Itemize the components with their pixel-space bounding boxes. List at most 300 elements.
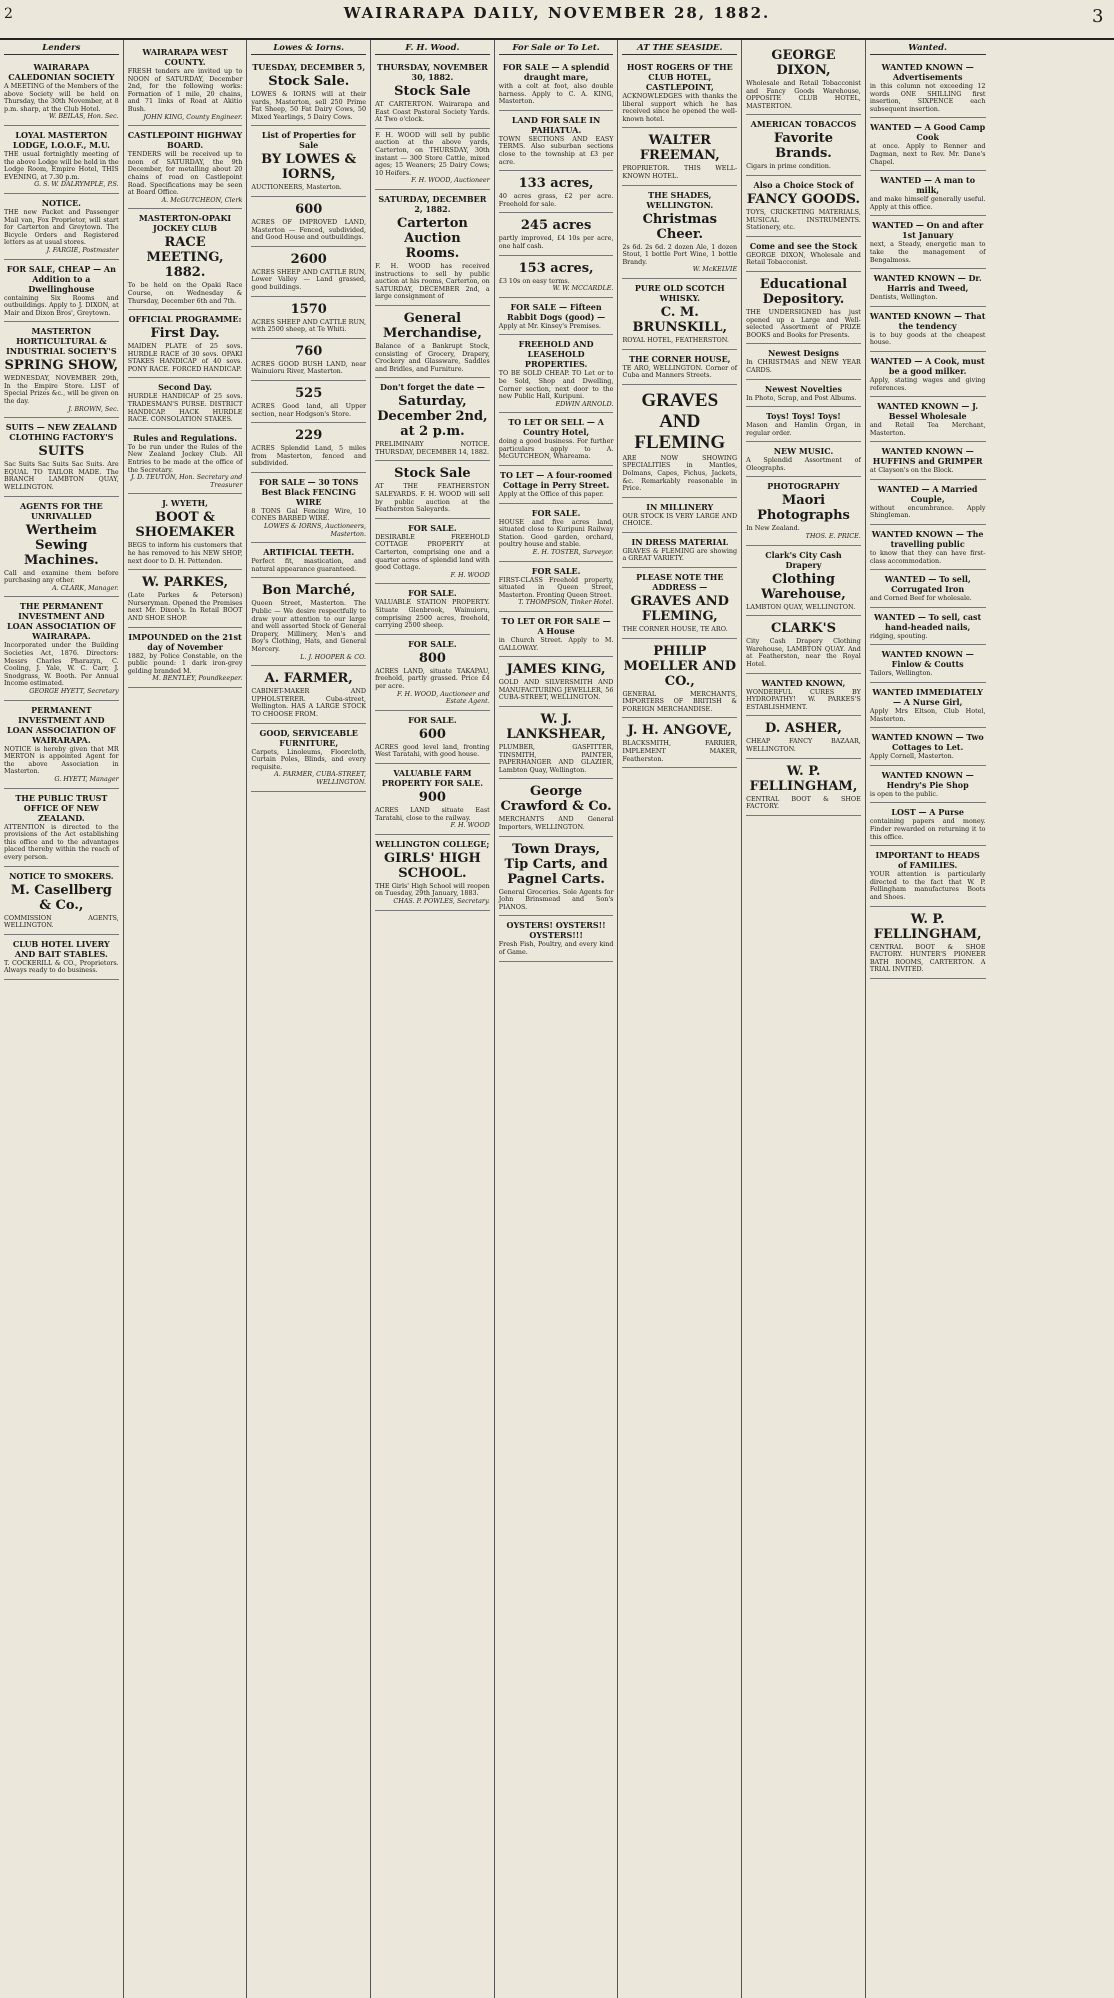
ad-heading: MASTERTON HORTICULTURAL & INDUSTRIAL SOCIETY'S: [6, 326, 117, 357]
ad-heading: TO LET — A four-roomed Cottage in Perry Street.: [500, 470, 613, 491]
ad-heading: PERMANENT INVESTMENT AND LOAN ASSOCIATION OF WAIRARAPA.: [6, 704, 116, 745]
advertisement: [499, 837, 614, 917]
ad-body: COMMISSION AGENTS, WELLINGTON.: [4, 913, 119, 930]
ad-heading: WAIRARAPA WEST COUNTY.: [142, 47, 228, 67]
advertisement: [375, 190, 490, 306]
ad-body: THE CORNER HOUSE, TE ARO.: [622, 625, 728, 634]
ad-title: GRAVES AND FLEMING,: [630, 594, 729, 625]
advertisement: [746, 43, 861, 115]
ad-body: Cigars in prime condition.: [746, 162, 831, 171]
ad-body: Balance of a Bankrupt Stock, consisting of Grocery, Drapery, Crockery and Glassware, Saddles and Bridles, and Furniture.: [375, 341, 490, 373]
advertisement: [375, 635, 490, 711]
advertisement: [746, 407, 861, 442]
advertisement: [251, 197, 366, 247]
ad-body: ACRES LAND situate East Taratahi, close to the railway.: [375, 805, 490, 822]
ad-heading: THE PERMANENT INVESTMENT AND LOAN ASSOCIATION OF WAIRARAPA.: [6, 601, 116, 642]
ad-heading: PHOTOGRAPHY: [767, 481, 840, 492]
ad-body: ACRES good level land, fronting West Taratahi, with good house.: [375, 742, 490, 759]
advertisement: [746, 176, 861, 237]
advertisement: [375, 711, 490, 764]
ad-body: PROPRIETOR. THIS WELL-KNOWN HOTEL.: [622, 164, 738, 180]
newspaper-column: [124, 40, 248, 1998]
ad-heading: SATURDAY, DECEMBER 2, 1882.: [378, 193, 487, 214]
ad-title: 900: [418, 789, 446, 805]
column-header: AT THE SEASIDE.: [622, 43, 737, 55]
ad-title: BOOT & SHOEMAKER: [135, 510, 235, 541]
page-number-left: 2: [4, 6, 14, 22]
advertisement: [746, 477, 861, 545]
ad-body: BLACKSMITH, FARRIER, IMPLEMENT MAKER, Featherston.: [622, 739, 738, 763]
ad-heading: CLUB HOTEL LIVERY AND BAIT STABLES.: [12, 938, 110, 959]
ad-heading: WANTED KNOWN — J. Bessel Wholesale: [877, 401, 979, 422]
ad-heading: Newest Designs: [768, 348, 839, 359]
ad-heading: FOR SALE.: [408, 522, 457, 533]
advertisement: [870, 352, 986, 397]
ad-body: PLUMBER, GASFITTER, TINSMITH, PAINTER, PAPERHANGER AND GLAZIER, Lambton Quay, Wellington.: [498, 742, 614, 774]
ad-signature: THOS. E. PRICE.: [805, 532, 861, 541]
ad-title: GEORGE DIXON,: [771, 48, 836, 78]
ad-heading: AMERICAN TOBACCOS: [750, 119, 857, 130]
ad-heading: OFFICIAL PROGRAMME:: [128, 314, 242, 325]
advertisement: [4, 497, 119, 598]
ad-heading: Come and see the Stock: [749, 240, 858, 251]
ad-heading: WANTED — On and after 1st January: [872, 220, 984, 241]
ad-body: In New Zealand.: [746, 524, 800, 533]
ad-title: BY LOWES & IORNS,: [261, 152, 357, 183]
ad-body: Mason and Hamlin Organ, in regular order.: [746, 421, 861, 437]
newspaper-column: [742, 40, 866, 1998]
advertisement: [746, 759, 861, 816]
ad-title: JAMES KING,: [506, 662, 606, 678]
advertisement: [251, 297, 366, 339]
ad-heading: VALUABLE FARM PROPERTY FOR SALE.: [381, 767, 484, 788]
ad-heading: PURE OLD SCOTCH WHISKY.: [634, 282, 725, 303]
ad-body: with a colt at foot, also double harness. Apply to C. A. KING, Masterton.: [498, 82, 614, 106]
advertisement: [499, 256, 614, 298]
ad-heading: FOR SALE.: [408, 714, 457, 725]
ad-title: W. P. FELLINGHAM,: [749, 763, 858, 794]
advertisement: [746, 380, 861, 408]
ad-heading: Newest Novelties: [764, 383, 843, 394]
ad-body: Apply Cornell, Masterton.: [869, 752, 954, 761]
ad-title: SUITS: [38, 444, 85, 460]
ad-body: ACKNOWLEDGES with thanks the liberal support which he has received since he opened the well-known hotel.: [622, 92, 738, 123]
advertisement: [375, 584, 490, 634]
advertisement: [251, 381, 366, 423]
ad-signature: CHAS. P. POWLES, Secretary.: [393, 896, 490, 905]
advertisement: [499, 466, 614, 504]
ad-body: Incorporated under the Building Societies Act, 1876. Directors: Messrs Charles Pharazyn, C. Cooling, J. Yale, W. C. Carr, J. Snodgrass, W. Booth. Per Annual Income estimated.: [4, 641, 119, 688]
ad-heading: WANTED KNOWN — Hendry's Pie Shop: [881, 769, 974, 790]
ad-title: First Day.: [150, 326, 220, 342]
ad-body: WONDERFUL CURES BY HYDROPATHY! W. PARKES'S ESTABLISHMENT.: [746, 687, 861, 711]
ad-heading: SUITS — NEW ZEALAND CLOTHING FACTORY'S: [5, 422, 117, 443]
ad-body: ROYAL HOTEL, FEATHERSTON.: [622, 335, 729, 344]
advertisement: [622, 533, 737, 568]
ad-title: PHILIP MOELLER AND CO.,: [623, 643, 736, 689]
ad-body: Tailors, Wellington.: [869, 669, 933, 678]
ad-heading: NEW MUSIC.: [773, 446, 834, 457]
ad-heading: WANTED — A Good Camp Cook: [870, 122, 986, 143]
ad-heading: HOST ROGERS OF THE CLUB HOTEL, CASTLEPOINT,: [626, 62, 733, 92]
ad-body: City Cash Drapery Clothing Warehouse, LAMBTON QUAY. And at Featherston, near the Royal Hotel.: [746, 637, 861, 669]
column-header: Wanted.: [870, 43, 986, 55]
advertisement: [4, 260, 119, 323]
ad-body: in Church Street. Apply to M. GALLOWAY.: [498, 636, 614, 652]
ad-title: 600: [295, 201, 323, 217]
advertisement: [128, 628, 243, 688]
ad-body: CHEAP FANCY BAZAAR, WELLINGTON.: [746, 737, 861, 753]
advertisement: [870, 608, 986, 646]
advertisement: [375, 461, 490, 518]
newspaper-column: [371, 40, 495, 1998]
ad-body: 40 acres grass, £2 per acre. Freehold for sale.: [498, 192, 614, 208]
advertisement: [499, 111, 614, 171]
ad-title: W. PARKES,: [142, 575, 229, 591]
advertisement: [870, 846, 986, 906]
advertisement: [870, 216, 986, 269]
ad-title: 245 acres: [520, 218, 592, 234]
ad-title: Christmas Cheer.: [642, 211, 717, 242]
advertisement: [870, 645, 986, 683]
advertisement: [499, 612, 614, 657]
ad-body: General Groceries. Sole Agents for John Brinsmead and Son's PIANOS.: [498, 887, 614, 911]
advertisement: [4, 126, 119, 194]
ad-body: ACRES Splendid Land, 5 miles from Masterton, fenced and subdivided.: [251, 444, 367, 468]
ad-heading: PLEASE NOTE THE ADDRESS —: [636, 572, 724, 593]
advertisement: [870, 525, 986, 570]
ad-body: at Clayson's on the Block.: [869, 466, 954, 475]
ad-body: CENTRAL BOOT & SHOE FACTORY.: [746, 794, 861, 811]
ad-signature: T. THOMPSON, Tinker Hotel.: [518, 598, 614, 607]
ad-heading: WANTED KNOWN — HUFFINS and GRIMPER: [872, 446, 983, 467]
ad-signature: G. HYETT, Manager: [54, 774, 119, 783]
ad-title: GIRLS' HIGH SCHOOL.: [384, 850, 481, 881]
ad-body: ACRES SHEEP AND CATTLE RUN, with 2500 sheep, at Te Whiti.: [251, 317, 367, 334]
ad-signature: W. BEILAS, Hon. Sec.: [48, 112, 119, 121]
ad-heading: IMPORTANT to HEADS of FAMILIES.: [875, 850, 980, 871]
ad-title: Favorite Brands.: [773, 131, 834, 162]
advertisement: [375, 519, 490, 585]
ad-heading: WANTED — A Married Couple,: [877, 483, 978, 504]
ad-heading: FOR SALE — Fifteen Rabbit Dogs (good) —: [507, 301, 606, 322]
advertisement: [128, 378, 243, 428]
ad-body: and make himself generally useful. Apply at this office.: [869, 195, 986, 211]
ad-body: is to buy goods at the cheapest house.: [869, 330, 986, 347]
ad-signature: A. FARMER, CUBA-STREET, WELLINGTON.: [274, 770, 367, 786]
advertisement: [4, 418, 119, 496]
advertisement: [746, 616, 861, 673]
ad-heading: J. WYETH,: [162, 498, 208, 509]
ad-body: Dentists, Wellington.: [869, 293, 938, 302]
ad-body: Carpets, Linoleums, Floorcloth, Curtain Poles, Blinds, and every requisite.: [251, 747, 367, 771]
advertisement: [870, 570, 986, 608]
ad-heading: Second Day.: [158, 382, 212, 393]
ad-title: Clothing Warehouse,: [761, 571, 846, 602]
advertisement: [746, 115, 861, 176]
column-header: Lenders: [4, 43, 119, 55]
ad-heading: TUESDAY, DECEMBER 5,: [252, 62, 366, 72]
advertisement: [870, 803, 986, 846]
ad-body: T. COCKERILL & CO., Proprietors. Always ready to do business.: [4, 958, 119, 975]
advertisement: [499, 916, 614, 961]
ad-heading: Toys! Toys! Toys!: [766, 411, 841, 422]
ad-body: in this column not exceeding 12 words ONE SHILLING first insertion, SIXPENCE each subsequent insertion.: [869, 82, 986, 113]
ad-body: (Late Parkes & Peterson) Nurseryman. Opened the Premises next Mr. Dixon's. In Retail BOOT AND SHOE SHOP.: [127, 591, 243, 622]
advertisement: [622, 350, 737, 385]
ad-body: TENDERS will be received up to noon of SATURDAY, the 9th December, for metalling about 20 chains of road on Castlepoint Road. Specifications may be seen at Board Office.: [127, 150, 243, 197]
ad-body: MAIDEN PLATE of 25 sovs. HURDLE RACE of 30 sovs. OPAKI STAKES HANDICAP of 40 sovs. PONY RACE. FORCED HANDICAP.: [127, 342, 243, 373]
advertisement: [251, 423, 366, 473]
ad-body: FRESH tenders are invited up to NOON of SATURDAY, December 2nd, for the following works: Formation of 1 mile, 20 chains, and 71 links of Road at Akitio Bush.: [127, 67, 243, 113]
masthead: [0, 0, 1114, 40]
advertisement: [251, 247, 366, 297]
ad-heading: List of Properties for Sale: [261, 130, 356, 151]
ad-heading: WANTED — To sell, cast hand-headed nails,: [874, 611, 982, 632]
advertisement: [499, 298, 614, 336]
advertisement: [4, 867, 119, 935]
ad-body: £3 10s on easy terms.: [498, 276, 570, 285]
ad-body: ACRES GOOD BUSH LAND, near Wainuioru River, Masterton.: [251, 359, 367, 376]
advertisement: [4, 58, 119, 126]
ad-title: Stock Sale.: [268, 74, 350, 89]
ad-signature: E. H. TOSTER, Surveyor.: [532, 548, 614, 557]
advertisement: [870, 397, 986, 442]
ad-signature: A. McGUTCHEON, Clerk: [161, 195, 243, 204]
ad-heading: CASTLEPOINT HIGHWAY BOARD.: [127, 130, 243, 151]
advertisement: [622, 385, 737, 498]
advertisement: [870, 907, 986, 979]
ad-body: FIRST-CLASS Freehold property, situated in Queen Street, Masterton. Fronting Queen Street.: [498, 575, 614, 599]
advertisement: [622, 498, 737, 533]
ad-title: J. H. ANGOVE,: [627, 723, 732, 739]
advertisement: [746, 442, 861, 477]
ad-title: 133 acres,: [518, 176, 594, 192]
ad-body: TOYS, CRICKETING MATERIALS, MUSICAL INSTRUMENTS. Stationery, etc.: [746, 207, 861, 232]
ad-heading: THURSDAY, NOVEMBER 30, 1882.: [377, 62, 488, 82]
advertisement: [4, 322, 119, 418]
advertisement: [746, 716, 861, 758]
advertisement: [622, 186, 737, 279]
ad-heading: LOYAL MASTERTON LODGE, I.O.O.F., M.U.: [12, 129, 110, 150]
ad-heading: FOR SALE — A splendid draught mare,: [502, 62, 610, 82]
advertisement: [128, 126, 243, 209]
ad-heading: WANTED KNOWN — Dr. Harris and Tweed,: [873, 273, 982, 294]
ad-title: 1570: [290, 301, 327, 317]
ad-body: DESIRABLE FREEHOLD COTTAGE PROPERTY at Carterton, comprising one and a quarter acres of splendid land with good Cottage.: [375, 532, 490, 572]
ad-body: THE UNDERSIGNED has just opened up a Large and Well-selected Assortment of PRIZE BOOKS and Books for Presents.: [746, 307, 861, 339]
advertisement: [128, 494, 243, 570]
newspaper-column: [0, 40, 124, 1998]
ad-signature: F. H. WOOD, Auctioneer: [411, 176, 490, 185]
ad-signature: F. H. WOOD, Auctioneer and Estate Agent.: [397, 689, 490, 706]
ad-heading: IMPOUNDED on the 21st day of November: [128, 631, 242, 652]
ad-body: A MEETING of the Members of the above Society will be held on Thursday, the 30th November, at 8 p.m. sharp, at the Club Hotel.: [4, 82, 119, 113]
ad-title: C. M. BRUNSKILL,: [632, 304, 728, 335]
ad-title: General Merchandise,: [382, 310, 482, 341]
ad-body: THE usual fortnightly meeting of the above Lodge will be held in the Lodge Room, Empire Hotel, THIS EVENING, at 7.30 p.m.: [4, 149, 119, 181]
advertisement: [499, 504, 614, 562]
ad-signature: F. H. WOOD: [450, 821, 490, 830]
ad-heading: WANTED KNOWN,: [761, 677, 846, 688]
advertisement: [375, 306, 490, 378]
advertisement: [4, 935, 119, 980]
ad-body: PRELIMINARY NOTICE. THURSDAY, DECEMBER 14, 1882.: [375, 440, 490, 456]
column-header: F. H. Wood.: [375, 43, 490, 55]
ad-body: 1882, by Police Constable, on the public pound: 1 dark iron-grey gelding branded M.: [127, 651, 243, 675]
ad-body: Fresh Fish, Poultry, and every kind of Game.: [498, 940, 614, 956]
advertisement: [128, 209, 243, 310]
ad-body: Wholesale and Retail Tobacconist and Fancy Goods Warehouse, OPPOSITE CLUB HOTEL, MASTERTON.: [746, 79, 861, 110]
ad-heading: IN DRESS MATERIAL: [631, 536, 729, 547]
ad-body: OUR STOCK IS VERY LARGE AND CHOICE.: [622, 511, 738, 528]
ad-heading: NOTICE TO SMOKERS.: [9, 870, 114, 881]
advertisement: [746, 272, 861, 344]
advertisement: [622, 568, 737, 639]
ad-title: Town Drays, Tip Carts, and Pagnel Carts.: [504, 841, 608, 887]
ad-body: HURDLE HANDICAP of 25 sovs. TRADESMAN'S PURSE. DISTRICT HANDICAP. HACK HURDLE RACE. CONSOLATION STAKES.: [127, 392, 243, 424]
ad-body: 8 TONS Gal Fencing Wire, 10 CONES BARBED WIRE.: [251, 506, 367, 523]
ad-title: D. ASHER,: [765, 721, 842, 737]
ad-body: TE ARO, WELLINGTON. Corner of Cuba and Manners Streets.: [622, 363, 738, 380]
ad-heading: MASTERTON-OPAKI JOCKEY CLUB: [138, 213, 232, 234]
ad-body: partly improved, £4 10s per acre, one half cash.: [498, 234, 614, 250]
newspaper-column: [247, 40, 371, 1998]
ad-heading: FOR SALE.: [408, 638, 457, 649]
ad-heading: NOTICE.: [41, 197, 81, 208]
advertisement: [870, 307, 986, 352]
ad-title: CLARK'S: [770, 621, 836, 637]
ad-title: Bon Marché,: [261, 583, 356, 599]
ad-body: VALUABLE STATION PROPERTY. Situate Glenbrook, Wainuioru, comprising 2500 acres, freehold, carrying 2500 sheep.: [375, 598, 490, 630]
ad-body: ACRES SHEEP AND CATTLE RUN, Lower Valley — Land grassed, good buildings.: [251, 267, 367, 291]
advertisement: [622, 279, 737, 350]
ad-body: ACRES LAND, situate TAKAPAU, freehold, partly grassed. Price £4 per acre.: [375, 666, 490, 690]
ad-body: To be held on the Opaki Race Course, on Wednesday & Thursday, December 6th and 7th.: [127, 281, 243, 305]
advertisement: [870, 766, 986, 804]
advertisement: [128, 310, 243, 378]
ad-body: HOUSE and five acres land, situated close to Kuripuni Railway Station. Good garden, orchard, poultry house and stable.: [498, 517, 614, 549]
ad-signature: LOWES & IORNS, Auctioneers, Masterton.: [264, 522, 367, 538]
ad-title: SPRING SHOW,: [4, 358, 119, 374]
ad-heading: Also a Choice Stock of: [753, 179, 854, 190]
ad-heading: WANTED — A Cook, must be a good milker.: [870, 355, 985, 376]
ad-heading: THE PUBLIC TRUST OFFICE OF NEW ZEALAND.: [15, 792, 108, 823]
ad-signature: J. FARGIE, Postmaster: [46, 245, 119, 254]
ad-heading: LOST — A Purse: [891, 807, 964, 818]
advertisement: [499, 707, 614, 779]
ad-signature: W. McKELVIE: [692, 265, 738, 274]
ad-signature: L. J. HOOPER & CO.: [300, 652, 367, 661]
ad-heading: IN MILLINERY: [646, 501, 714, 512]
ad-title: Stock Sale: [394, 84, 471, 99]
advertisement: [870, 58, 986, 118]
newspaper-column: [618, 40, 742, 1998]
ad-title: A. FARMER,: [264, 671, 353, 687]
ad-body: AT THE FEATHERSTON SALEYARDS. F. H. WOOD will sell by public auction at the Featherston Saleyards.: [375, 482, 490, 514]
newspaper-column: [495, 40, 619, 1998]
page-number-right: 3: [1092, 6, 1104, 27]
advertisement: [251, 543, 366, 578]
ad-title: 760: [295, 343, 323, 359]
ad-heading: TO LET OR FOR SALE — A House: [501, 616, 611, 636]
ad-body: is open to the public.: [869, 789, 938, 798]
advertisement: [251, 339, 366, 381]
column-header: Lowes & Iorns.: [251, 43, 366, 55]
ad-body: to know that they can have first-class accommodation.: [869, 549, 986, 565]
ad-signature: M. BENTLEY, Poundkeeper.: [152, 674, 243, 683]
ad-heading: FOR SALE.: [531, 507, 581, 518]
advertisement: [375, 835, 490, 911]
advertisement: [251, 58, 366, 126]
ad-heading: WANTED KNOWN — Finlow & Coutts: [881, 649, 974, 670]
advertisement: [870, 269, 986, 307]
ad-title: W. P. FELLINGHAM,: [873, 911, 982, 942]
ad-body: next, a Steady, energetic man to take the management of Bengalmoss.: [869, 240, 986, 264]
advertisement: [375, 58, 490, 129]
advertisement: [499, 171, 614, 213]
ad-title: Maori Photographs: [757, 493, 850, 524]
advertisement: [4, 701, 119, 789]
advertisement: [746, 546, 861, 617]
ad-heading: TO LET OR SELL — A Country Hotel,: [508, 417, 604, 438]
ad-body: Queen Street, Masterton. The Public — We desire respectfully to draw your attention to our large and well assorted Stock of General Drapery, Millinery, Men's and Boy's Clothing, Hats, and General Mercery.: [251, 599, 367, 653]
ad-title: Saturday, December 2nd, at 2 p.m.: [377, 394, 488, 440]
ad-signature: JOHN KING, County Engineer.: [143, 112, 243, 121]
ad-heading: LAND FOR SALE IN PAHIATUA.: [511, 114, 601, 135]
advertisement: [251, 666, 366, 723]
ad-body: ACRES OF IMPROVED LAND, Masterton — Fenced, subdivided, and Good House and outbuildings.: [251, 217, 367, 242]
ad-body: BEGS to inform his customers that he has removed to his NEW SHOP, next door to D. H. Pettendon.: [127, 541, 243, 565]
advertisement: [499, 58, 614, 111]
ad-signature: GEORGE HYETT, Secretary: [29, 686, 119, 695]
ad-body: GEORGE DIXON, Wholesale and Retail Tobacconist.: [746, 250, 861, 267]
ad-body: F. H. WOOD will sell by public auction at the above yards, Carterton, on THURSDAY, 30th instant — 300 Store Cattle, mixed ages; 15 Weaners; 25 Dairy Cows; 10 Heifers.: [375, 130, 490, 177]
ad-title: Stock Sale: [394, 466, 471, 482]
advertisement: [870, 442, 986, 480]
advertisement: [746, 674, 861, 717]
ad-heading: GOOD, SERVICEABLE FURNITURE,: [259, 727, 358, 748]
ad-body: Apply Mrs Eltson, Club Hotel, Masterton.: [869, 707, 986, 723]
advertisement: [128, 429, 243, 495]
ad-heading: THE CORNER HOUSE,: [629, 353, 731, 364]
ad-body: Apply, stating wages and giving references.: [869, 375, 986, 392]
ad-body: Sac Suits Sac Suits Sac Suits. Are EQUAL TO TAILOR MADE. The BRANCH LAMBTON QUAY, WELLINGTON.: [4, 460, 119, 492]
ad-heading: FOR SALE, CHEAP — An Addition to a Dwellinghouse: [6, 263, 116, 294]
ad-signature: EDWIN ARNOLD.: [555, 399, 614, 408]
ad-title: 153 acres,: [518, 260, 594, 276]
ad-body: ATTENTION is directed to the provisions of the Act establishing this office and to the advantages placed thereby within the reach of every person.: [4, 822, 119, 861]
ad-body: To be run under the Rules of the New Zealand Jockey Club. All Entries to be made at the office of the Secretary.: [127, 442, 243, 474]
ad-body: In CHRISTMAS and NEW YEAR CARDS.: [746, 358, 861, 374]
ad-title: Educational Depository.: [759, 276, 848, 307]
ad-heading: WELLINGTON COLLEGE;: [375, 838, 490, 849]
ad-body: doing a good business. For further particulars apply to A. McGUTCHEON, Whareama.: [498, 437, 614, 461]
ad-display-title: GRAVES AND FLEMING: [634, 389, 726, 453]
advertisement: [4, 789, 119, 867]
ad-body: 2s 6d. 2s 6d. 2 dozen Ale, 1 dozen Stout, 1 bottle Port Wine, 1 bottle Brandy.: [622, 242, 738, 266]
ad-body: Apply at the Office of this paper.: [498, 490, 604, 499]
ad-signature: F. H. WOOD: [450, 570, 490, 579]
ad-body: at once. Apply to Renner and Dagman, next to Rev. Mr. Dane's Chapel.: [869, 142, 986, 166]
ad-body: TOWN SECTIONS AND EASY TERMS. Also suburban sections close to the township at £3 per acre.: [498, 134, 614, 166]
ad-body: AUCTIONEERS, Masterton.: [251, 183, 342, 192]
ad-signature: J. BROWN, Sec.: [68, 404, 119, 413]
ad-body: GRAVES & FLEMING are showing a GREAT VARIETY.: [622, 546, 738, 563]
ad-body: ARE NOW SHOWING SPECIALITIES in Mantles, Dolmans, Capes, Fichus, Jackets, &c. Remarkably reasonable in Price.: [622, 453, 738, 493]
columns-container: [0, 40, 1114, 1998]
advertisement: [622, 128, 737, 185]
